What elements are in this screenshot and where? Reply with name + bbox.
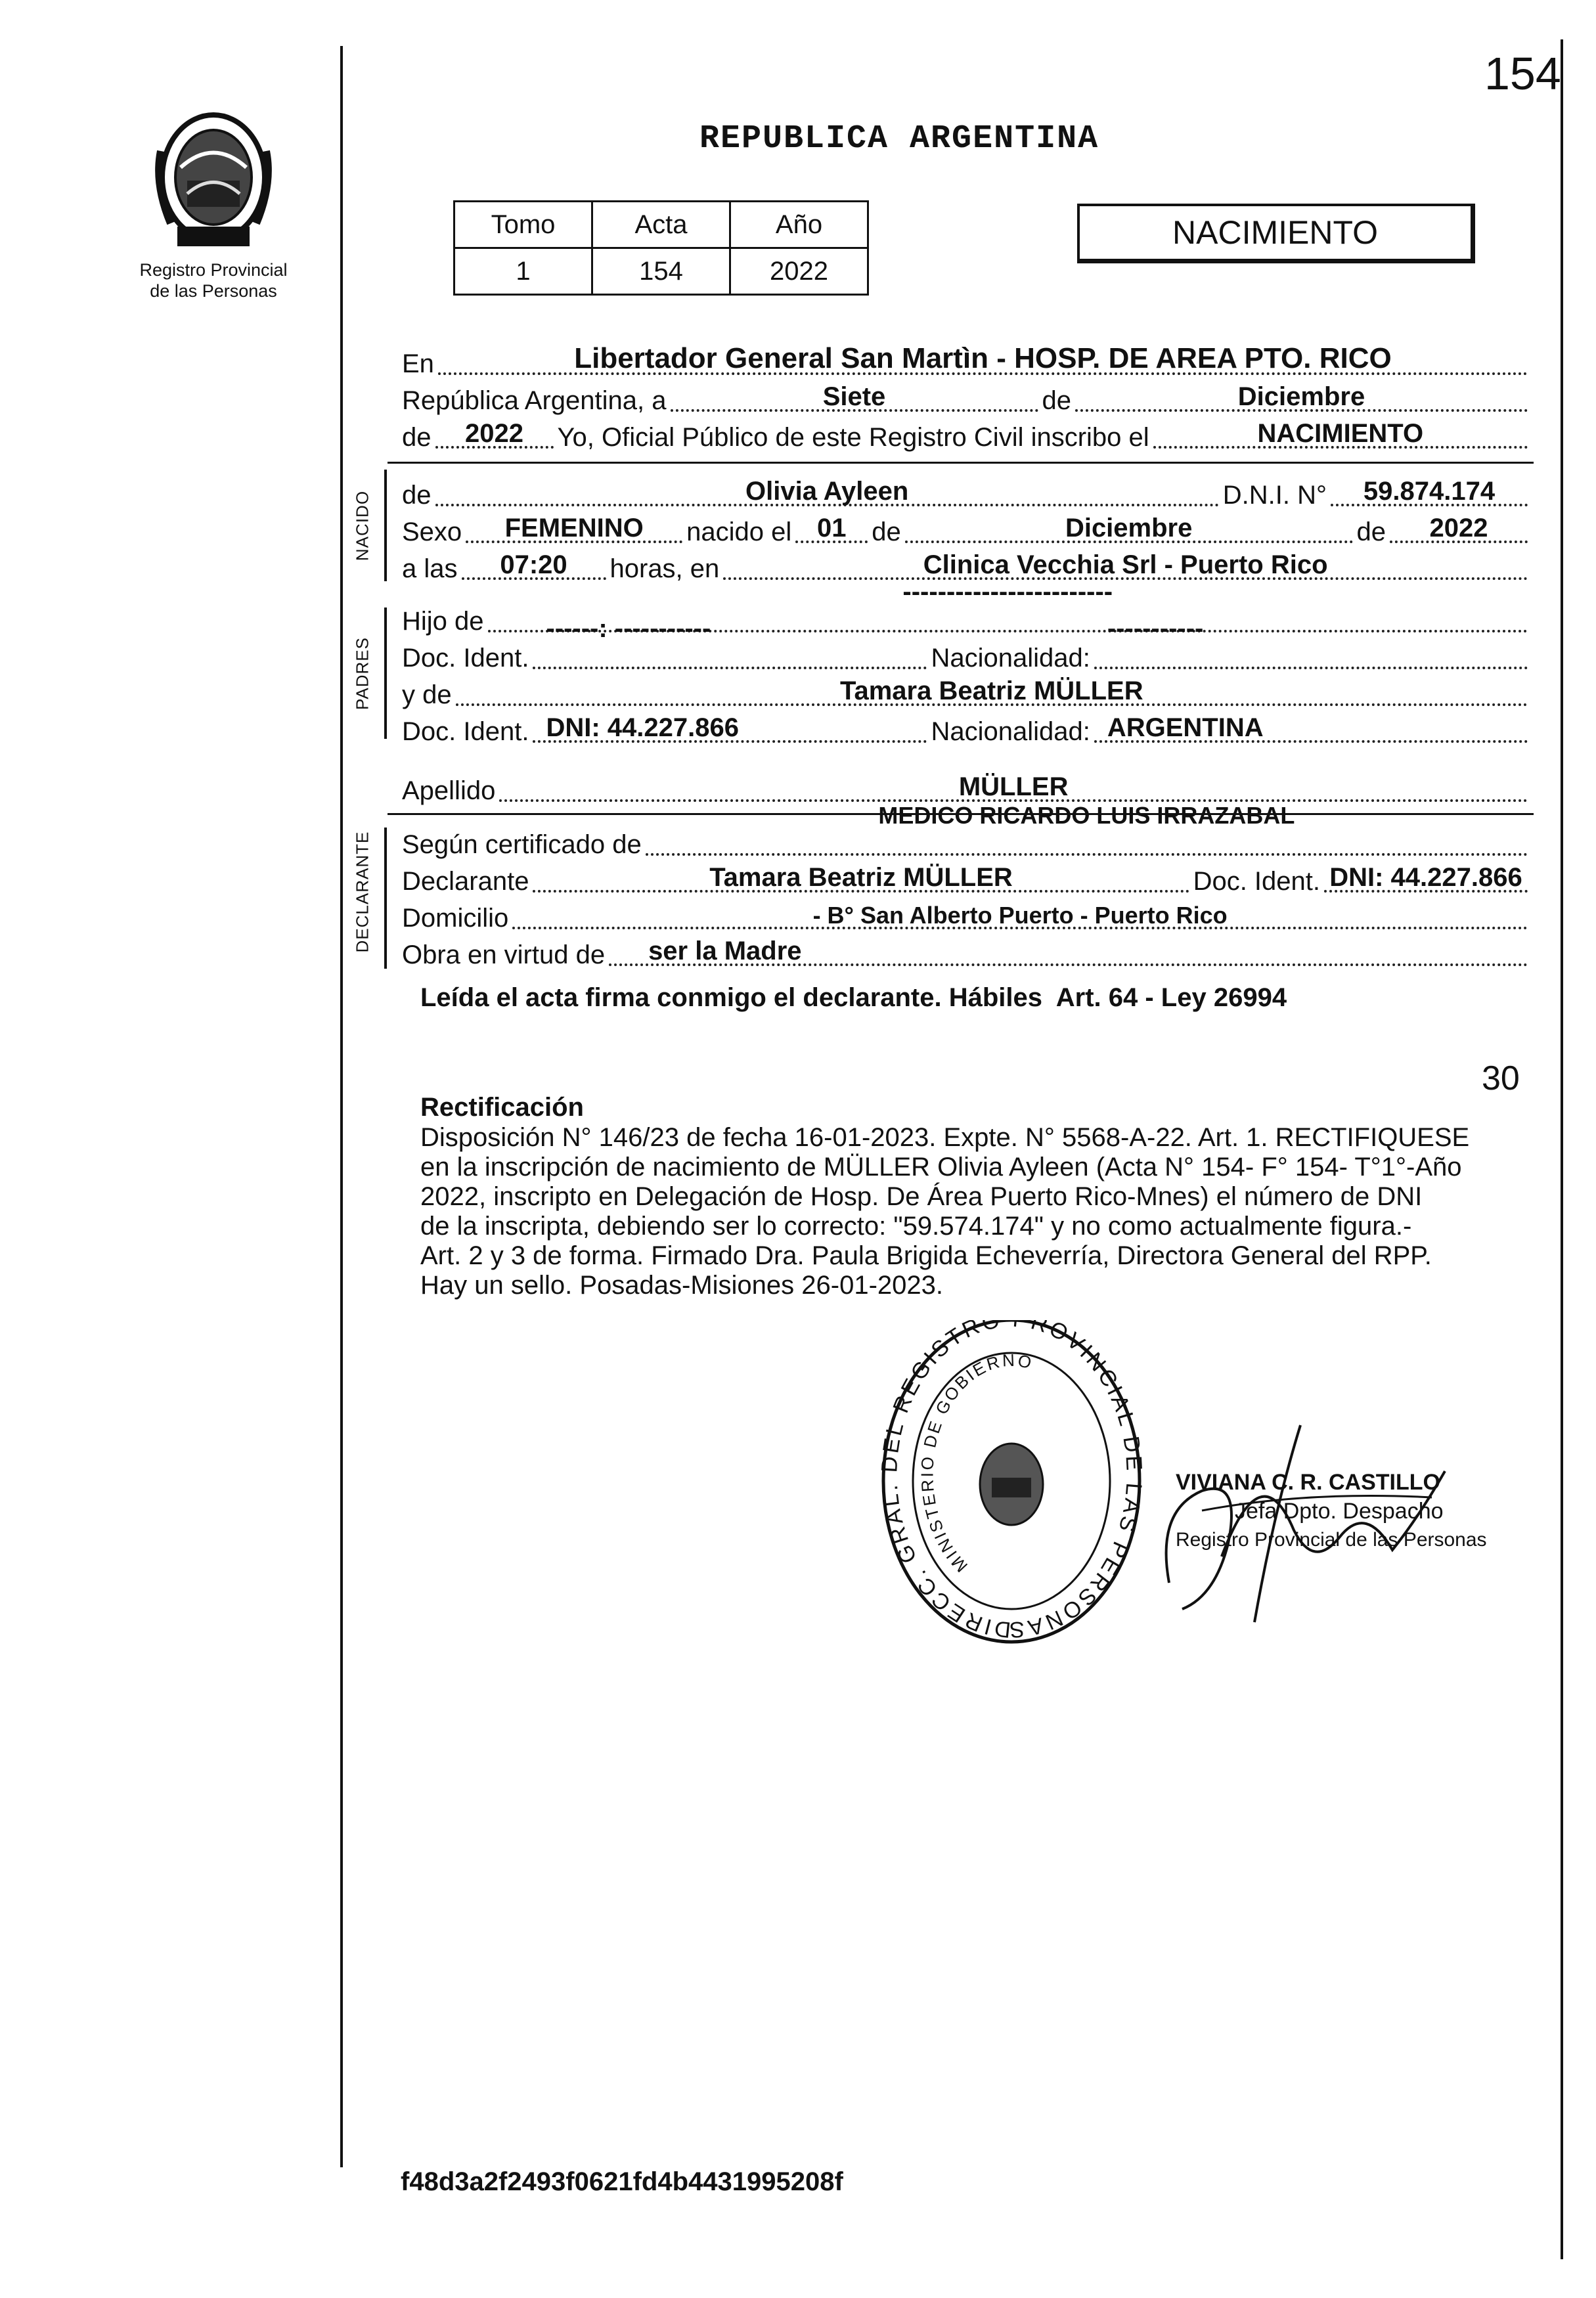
document-hash: f48d3a2f2493f0621fd4b4431995208f: [401, 2167, 843, 2196]
birth-time-value: 07:20: [500, 550, 567, 579]
apellido-label: Apellido: [402, 776, 496, 805]
padres-side-label: PADRES: [352, 637, 372, 710]
anio-header: Año: [730, 202, 868, 248]
cert-value: MEDICO RICARDO LUIS IRRAZABAL: [878, 802, 1295, 829]
row-doc2: [402, 713, 1532, 749]
month-value: Diciembre: [1237, 382, 1365, 411]
act-type-box: [1077, 204, 1475, 263]
de-label: de: [1042, 386, 1071, 415]
rectification-line: Disposición N° 146/23 de fecha 16-01-2023. Expte. N° 5568-A-22. Art. 1. RECTIFIQUESE: [420, 1123, 1470, 1152]
de2-label: de: [402, 423, 432, 452]
year-value: 2022: [465, 419, 523, 448]
en-label: En: [402, 349, 434, 378]
place-value: Libertador General San Martìn - HOSP. DE AREA PTO. RICO: [574, 342, 1392, 374]
horas-label: horas, en: [610, 554, 720, 583]
rectification-body: [420, 1123, 1469, 1300]
decl-doc-label: Doc. Ident.: [1193, 867, 1320, 896]
rectification-line: Hay un sello. Posadas-Misiones 26-01-2023.: [420, 1271, 943, 1300]
nacido-side-label: NACIDO: [352, 490, 372, 562]
left-margin-line: [340, 46, 343, 2167]
nac2-label: Nacionalidad:: [931, 717, 1090, 746]
official-stamp: [874, 1320, 1149, 1662]
mother-value: Tamara Beatriz MÜLLER: [840, 676, 1143, 705]
country-title: REPUBLICA ARGENTINA: [699, 120, 1099, 158]
child-name-value: Olivia Ayleen: [745, 477, 909, 506]
tomo-value: 1: [454, 248, 592, 295]
rectification-number: 30: [1482, 1059, 1520, 1097]
republica-label: República Argentina, a: [402, 386, 667, 415]
hijo-label: Hijo de: [402, 607, 484, 636]
de-label-n2: de: [872, 518, 901, 546]
doc2-value: DNI: 44.227.866: [546, 713, 739, 742]
stamp-inner-text: MINISTERIO DE GOBIERNO: [917, 1350, 1036, 1576]
doc2-label: Doc. Ident.: [402, 717, 529, 746]
birth-month-value: Diciembre: [1065, 514, 1193, 542]
apellido-value: MÜLLER: [958, 772, 1069, 801]
signatory-name: VIVIANA C. R. CASTILLO: [1176, 1470, 1440, 1495]
nacido-bracket: [384, 470, 387, 581]
signatory-office: Registro Provincial de las Personas: [1176, 1529, 1487, 1551]
row-year: [402, 418, 1532, 455]
father-value: ------------------------: [902, 577, 1113, 606]
doc1-label: Doc. Ident.: [402, 644, 529, 673]
registry-line1: Registro Provincial: [139, 260, 288, 280]
sexo-label: Sexo: [402, 518, 462, 546]
dni-label: D.N.I. N°: [1222, 481, 1327, 510]
decl-value: Tamara Beatriz MÜLLER: [709, 863, 1013, 892]
dom-value: - B° San Alberto Puerto - Puerto Rico: [812, 902, 1228, 929]
dni-value: 59.874.174: [1363, 477, 1496, 506]
cert-label: Según certificado de: [402, 830, 642, 859]
padres-bracket: [384, 608, 387, 739]
anio-value: 2022: [730, 248, 868, 295]
sexo-value: FEMENINO: [504, 514, 644, 542]
obra-label: Obra en virtud de: [402, 940, 606, 969]
stamp-outer-text: DIRECC. GRAL. DEL REGISTRO ROVINCIAL DE LAS PERSONAS: [877, 1320, 1147, 1643]
day-value: Siete: [822, 382, 886, 411]
rectification-line: Art. 2 y 3 de forma. Firmado Dra. Paula Brigida Echeverría, Directora General del RPP.: [420, 1241, 1432, 1270]
reference-table: [453, 200, 869, 296]
row-obra: [402, 936, 1532, 973]
yo-label: Yo, Oficial Público de este Registro Civil inscribo el: [557, 423, 1149, 452]
province-seal-logo: [148, 105, 279, 256]
nac1-value: -----------: [1107, 614, 1204, 643]
declarante-bracket: [384, 828, 387, 969]
rectification-line: 2022, inscripto en Delegación de Hosp. De Área Puerto Rico-Mnes) el número de DNI: [420, 1182, 1423, 1211]
birth-day-value: 01: [817, 514, 847, 542]
signatory-block: [1176, 1468, 1487, 1555]
rectification-line: de la inscripta, debiendo ser lo correcto: "59.574.174" y no como actualmente figura.-: [420, 1212, 1412, 1241]
registry-name: [112, 259, 315, 301]
nac1-label: Nacionalidad:: [931, 644, 1090, 673]
type-value: NACIMIENTO: [1257, 419, 1424, 448]
acta-value: 154: [592, 248, 730, 295]
birth-place-value: Clinica Vecchia Srl - Puerto Rico: [923, 550, 1328, 579]
declarante-side-label: DECLARANTE: [352, 831, 372, 953]
birth-year-value: 2022: [1429, 514, 1488, 542]
acta-header: Acta: [592, 202, 730, 248]
de-label-n: de: [402, 481, 432, 510]
registry-line2: de las Personas: [150, 281, 277, 301]
rectification-title: Rectificación: [420, 1093, 584, 1122]
alas-label: a las: [402, 554, 458, 583]
page-number: 154: [1484, 48, 1561, 99]
de-label-n3: de: [1356, 518, 1386, 546]
right-margin-line: [1561, 39, 1563, 2259]
decl-doc-value: DNI: 44.227.866: [1329, 863, 1522, 892]
rectification-line: en la inscripción de nacimiento de MÜLLER Olivia Ayleen (Acta N° 154- F° 154- T°1°-Año: [420, 1153, 1462, 1182]
signatory-title: Jefa Dpto. Despacho: [1235, 1499, 1444, 1524]
yde-label: y de: [402, 680, 452, 709]
nacido-el-label: nacido el: [686, 518, 792, 546]
dom-label: Domicilio: [402, 904, 509, 933]
obra-value: ser la Madre: [648, 937, 802, 965]
closing-statement: Leída el acta firma conmigo el declarante. Hábiles Art. 64 - Ley 26994: [420, 983, 1287, 1012]
decl-label: Declarante: [402, 867, 529, 896]
tomo-header: Tomo: [454, 202, 592, 248]
doc1-value: ------: -----------: [546, 614, 711, 643]
separator: [388, 462, 1534, 464]
act-type: NACIMIENTO: [1172, 214, 1378, 251]
nac2-value: ARGENTINA: [1107, 713, 1264, 742]
